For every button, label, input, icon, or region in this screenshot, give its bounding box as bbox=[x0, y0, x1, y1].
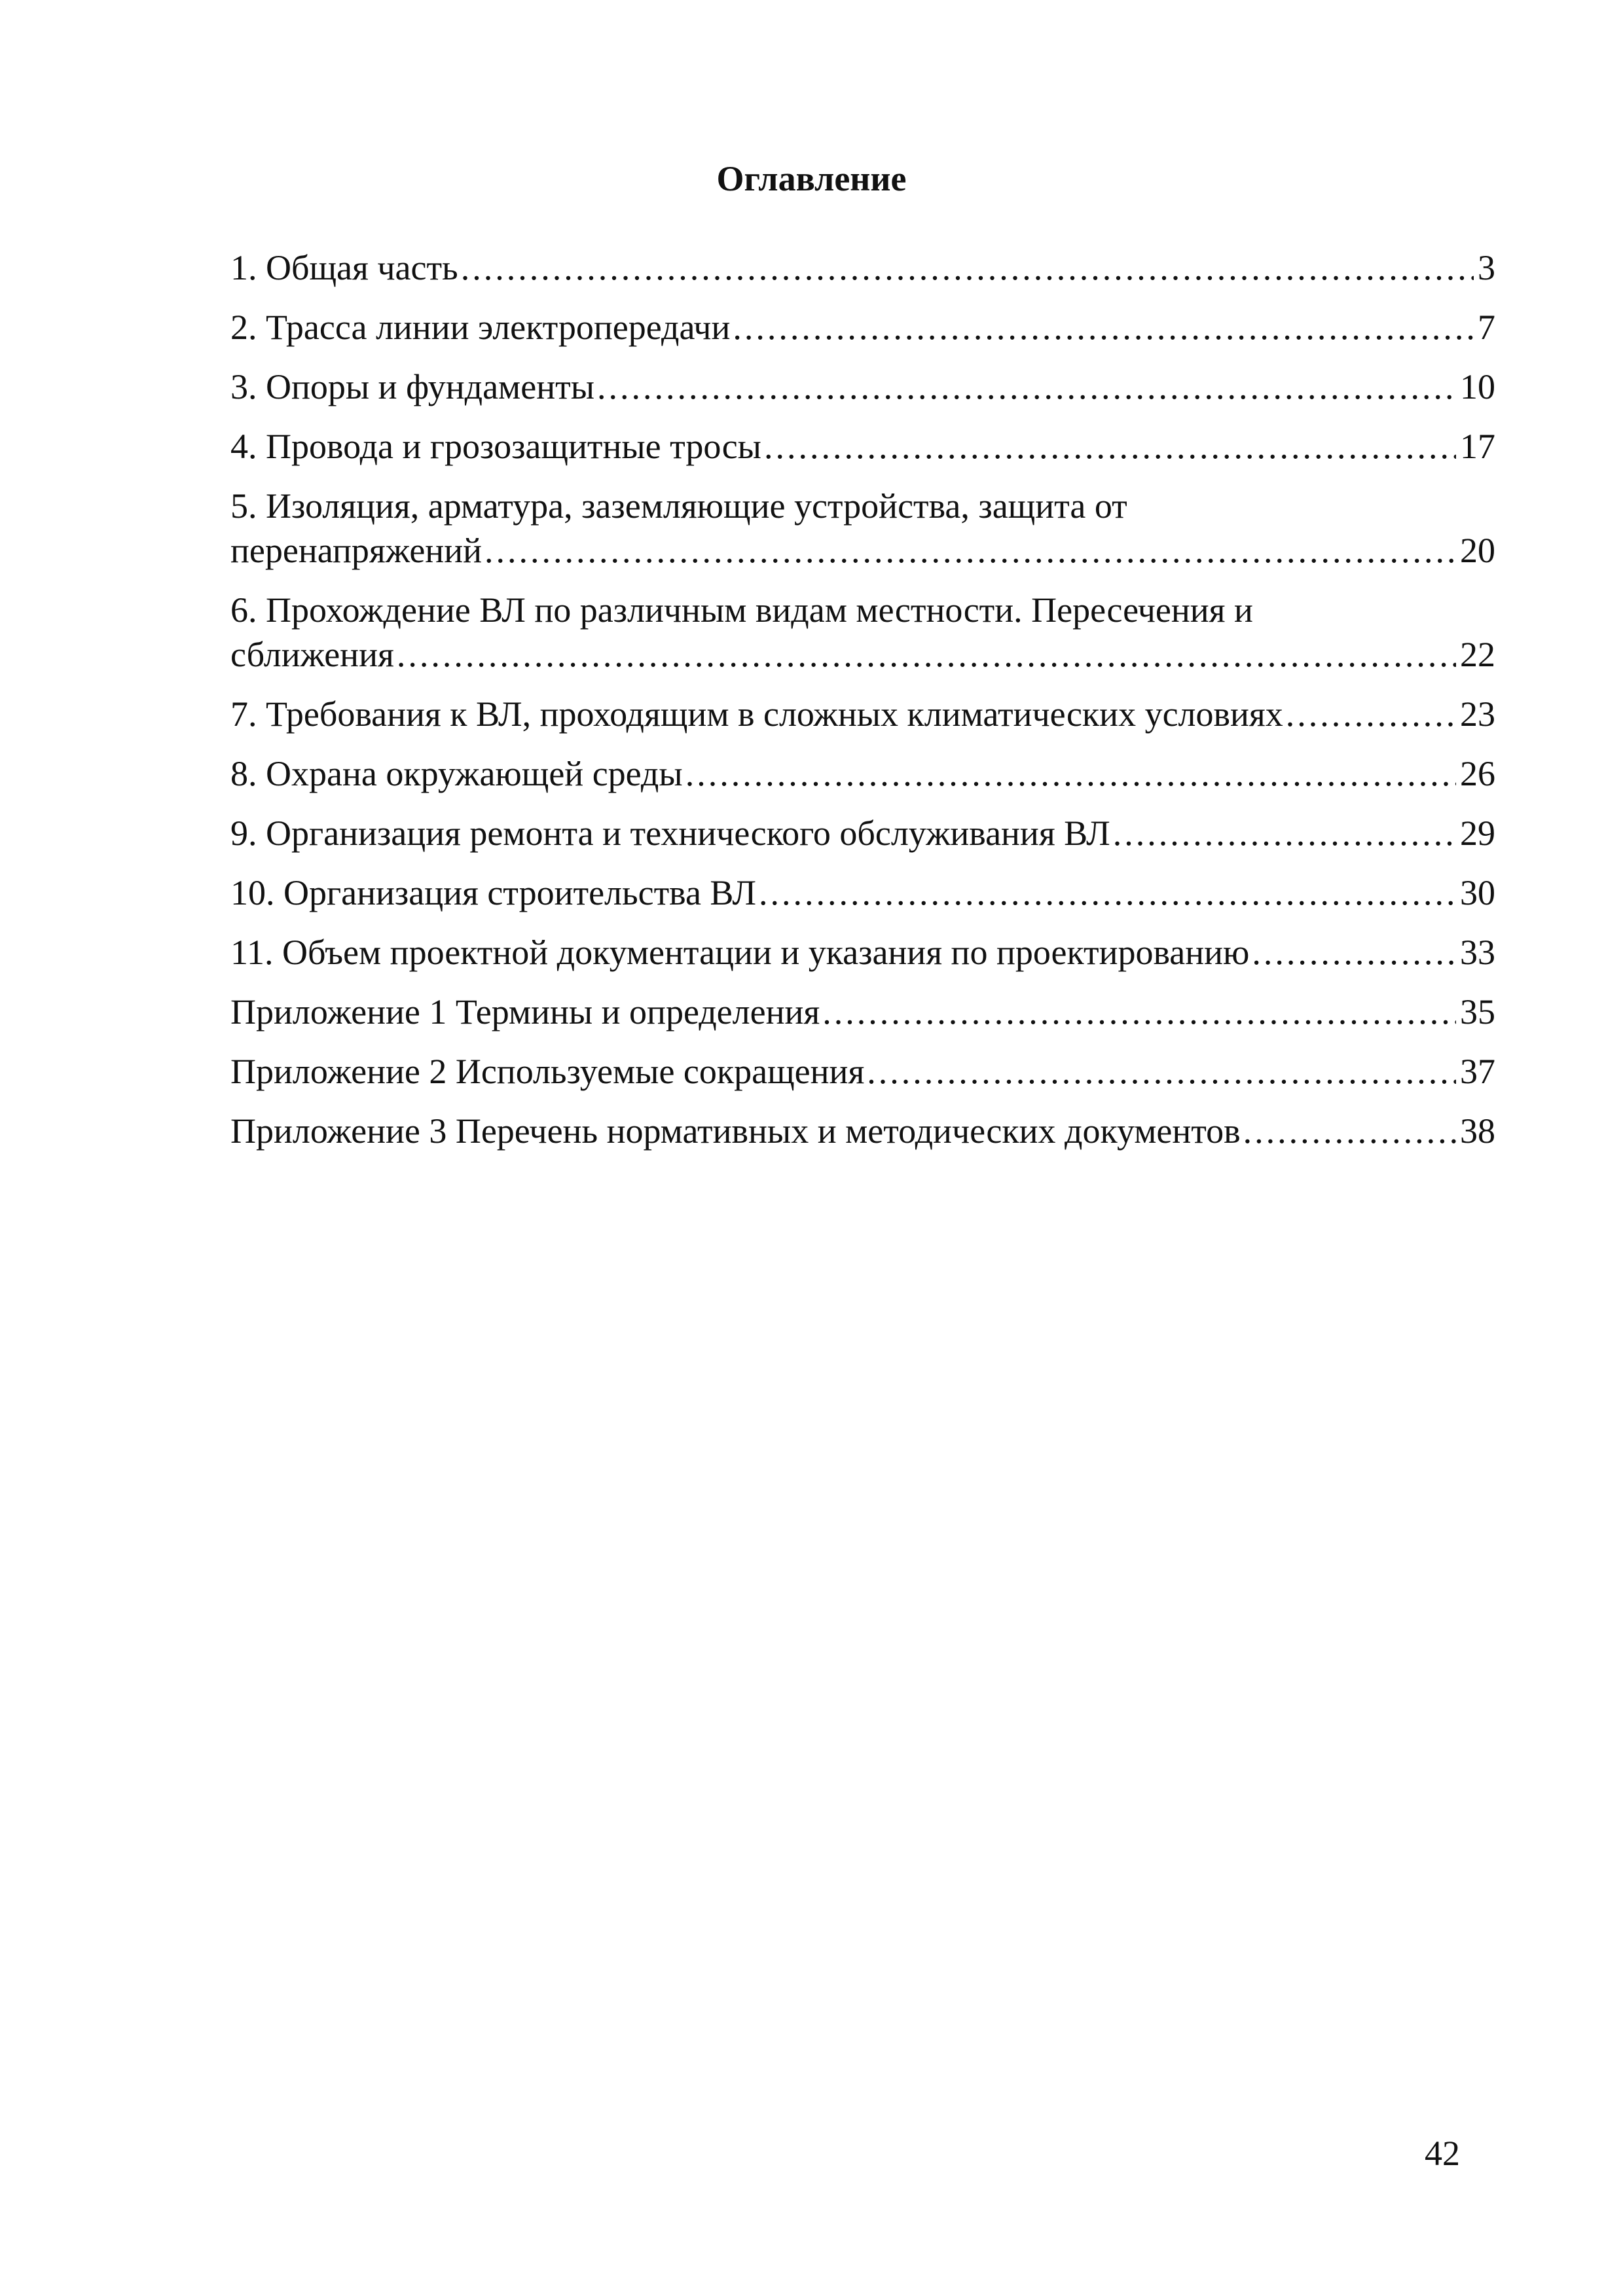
toc-entry-label: 11. Объем проектной документации и указания по проектированию bbox=[230, 933, 1250, 972]
toc-entry-page: 3 bbox=[1478, 248, 1495, 287]
dot-leader bbox=[867, 1049, 1456, 1094]
toc-entry-label: перенапряжений bbox=[230, 531, 482, 570]
toc-entry-page: 10 bbox=[1460, 367, 1495, 406]
dot-leader bbox=[685, 751, 1456, 796]
toc-entry-9[interactable] bbox=[230, 811, 1495, 855]
toc-entry-appendix-2[interactable] bbox=[230, 1049, 1495, 1094]
toc-entry-label: 7. Требования к ВЛ, проходящим в сложных климатических условиях bbox=[230, 694, 1283, 734]
toc-entry-page: 30 bbox=[1460, 873, 1495, 912]
toc-entry-6[interactable] bbox=[230, 588, 1495, 677]
toc-entry-page: 23 bbox=[1460, 694, 1495, 734]
dot-leader bbox=[1252, 930, 1456, 975]
toc-entry-page: 29 bbox=[1460, 814, 1495, 853]
toc-entry-label: Приложение 3 Перечень нормативных и методических документов bbox=[230, 1111, 1241, 1151]
toc-entry-label: 9. Организация ремонта и технического обслуживания ВЛ bbox=[230, 814, 1110, 853]
toc-entry-11[interactable] bbox=[230, 930, 1495, 975]
toc-entry-label: 3. Опоры и фундаменты bbox=[230, 367, 594, 406]
toc-heading: Оглавление bbox=[716, 159, 907, 198]
toc-entry-8[interactable] bbox=[230, 751, 1495, 796]
dot-leader bbox=[759, 870, 1456, 915]
toc-entry-appendix-1[interactable] bbox=[230, 990, 1495, 1034]
toc-entry-page: 17 bbox=[1460, 427, 1495, 466]
dot-leader bbox=[764, 424, 1456, 469]
dot-leader bbox=[733, 305, 1474, 350]
dot-leader bbox=[1113, 811, 1456, 855]
dot-leader bbox=[597, 365, 1456, 409]
dot-leader bbox=[397, 632, 1456, 677]
toc-entry-label: 8. Охрана окружающей среды bbox=[230, 754, 683, 793]
toc-entry-7[interactable] bbox=[230, 692, 1495, 736]
toc-entry-page: 20 bbox=[1460, 531, 1495, 570]
toc-entry-label: Приложение 1 Термины и определения bbox=[230, 992, 820, 1031]
page-number: 42 bbox=[1425, 2134, 1460, 2173]
toc-entry-page: 33 bbox=[1460, 933, 1495, 972]
dot-leader bbox=[1243, 1109, 1456, 1153]
toc-entry-5[interactable] bbox=[230, 484, 1495, 573]
toc-entry-label-line1: 5. Изоляция, арматура, заземляющие устройства, защита от bbox=[230, 486, 1127, 526]
toc-entry-page: 37 bbox=[1460, 1052, 1495, 1091]
toc-entry-label: сближения bbox=[230, 635, 394, 674]
toc-entry-label: 2. Трасса линии электропередачи bbox=[230, 308, 731, 347]
toc-entry-label: Приложение 2 Используемые сокращения bbox=[230, 1052, 865, 1091]
toc-entry-1[interactable] bbox=[230, 245, 1495, 290]
toc-entry-page: 38 bbox=[1460, 1111, 1495, 1151]
dot-leader bbox=[822, 990, 1456, 1034]
toc-entry-4[interactable] bbox=[230, 424, 1495, 469]
toc-entry-label: 4. Провода и грозозащитные тросы bbox=[230, 427, 761, 466]
toc-entry-10[interactable] bbox=[230, 870, 1495, 915]
dot-leader bbox=[484, 528, 1456, 573]
toc-entry-appendix-3[interactable] bbox=[230, 1109, 1495, 1153]
toc-entry-label: 1. Общая часть bbox=[230, 248, 458, 287]
dot-leader bbox=[1286, 692, 1456, 736]
toc-entry-label: 10. Организация строительства ВЛ bbox=[230, 873, 757, 912]
toc-entry-page: 26 bbox=[1460, 754, 1495, 793]
toc-entry-page: 22 bbox=[1460, 635, 1495, 674]
dot-leader bbox=[461, 245, 1474, 290]
toc-entry-label-line1: 6. Прохождение ВЛ по различным видам местности. Пересечения и bbox=[230, 590, 1253, 630]
toc-list bbox=[230, 245, 1495, 1168]
toc-entry-page: 35 bbox=[1460, 992, 1495, 1031]
toc-entry-3[interactable] bbox=[230, 365, 1495, 409]
toc-entry-2[interactable] bbox=[230, 305, 1495, 350]
toc-entry-page: 7 bbox=[1478, 308, 1495, 347]
